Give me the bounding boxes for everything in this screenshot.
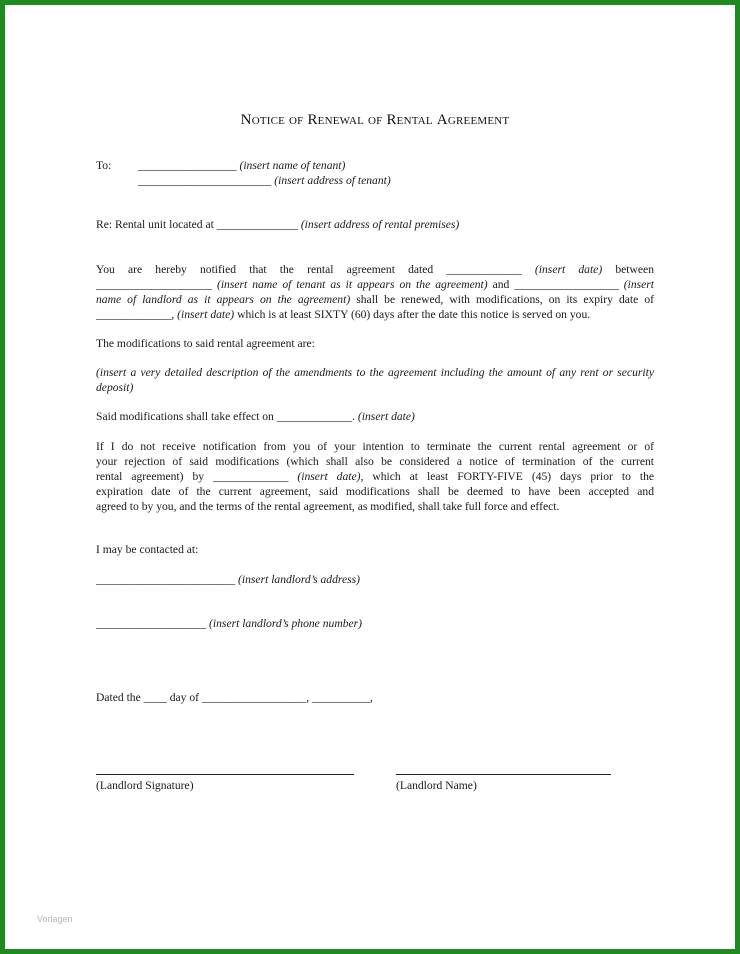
contact-intro: I may be contacted at: xyxy=(96,543,199,556)
document-title: Notice of Renewal of Rental Agreement xyxy=(240,112,510,128)
modifications-intro: The modifications to said rental agreement are: xyxy=(96,337,315,350)
watermark: Vorlagen xyxy=(37,914,73,924)
rental-address-hint: (insert address of rental premises) xyxy=(300,218,460,231)
tenant-address-line xyxy=(138,173,391,188)
dated-line[interactable]: Dated the ____ day of __________________, __________, xyxy=(96,691,373,704)
landlord-signature-line[interactable] xyxy=(96,774,354,775)
tenant-agreement-name-blank[interactable]: ____________________ xyxy=(96,278,212,291)
tenant-address-blank[interactable]: _______________________ xyxy=(138,174,272,187)
tenant-name-hint: (insert name of tenant) xyxy=(239,159,346,172)
landlord-signature-label: (Landlord Signature) xyxy=(96,779,194,792)
notice-line-2: ____________________ (insert name of tenant as it appears on the agreement) and __________________ (insert xyxy=(96,278,655,291)
termination-date-blank[interactable]: _____________ xyxy=(213,470,289,483)
expiry-date-blank[interactable]: _____________, xyxy=(96,308,175,321)
modifications-hint: (insert a very detailed description of the amendments to the agreement including the amount of any rent or security deposit) xyxy=(96,366,654,394)
tenant-address-hint: (insert address of tenant) xyxy=(274,174,391,187)
termination-paragraph: If I do not receive notification from you of your intention to terminate the current rental agreement or of your rejection of said modifications (which shall also be considered a notice of termination of the current rental agreement) by _____________ (insert date), which at least FORTY-FIVE (45) days prior to the expiration date of the current agreement, said modifications shall be deemed to have been accepted and agreed to by you, and the terms of the rental agreement, as modified, shall take full force and effect. xyxy=(96,440,655,513)
tenant-name-blank[interactable]: _________________ xyxy=(138,159,237,172)
notice-line-1: You are hereby notified that the rental agreement dated _____________ (insert date) between xyxy=(96,263,654,276)
to-label: To: xyxy=(96,159,112,172)
termination-line-3: rental agreement) by _____________ (insert date), which at least FORTY-FIVE (45) days prior to the xyxy=(96,470,655,483)
landlord-name-line[interactable] xyxy=(396,774,611,775)
rental-address-blank[interactable]: ______________ xyxy=(216,218,298,231)
effect-line: Said modifications shall take effect on _____________. (insert date) xyxy=(96,410,415,423)
landlord-name-label: (Landlord Name) xyxy=(396,779,477,792)
landlord-phone-line: ___________________ (insert landlord’s phone number) xyxy=(96,617,363,630)
landlord-agreement-name-blank[interactable]: __________________ xyxy=(514,278,619,291)
landlord-address-line: ________________________ (insert landlord’s address) xyxy=(96,573,360,586)
notice-line-4: _____________, (insert date) which is at least SIXTY (60) days after the date this notice is served on you. xyxy=(96,308,591,321)
notice-line-3: name of landlord as it appears on the agreement) shall be renewed, with modifications, on its expiry date of xyxy=(96,293,654,306)
agreement-date-blank[interactable]: _____________ xyxy=(446,263,522,276)
landlord-address-blank[interactable]: ________________________ xyxy=(96,573,236,586)
notice-paragraph xyxy=(96,262,654,322)
landlord-phone-blank[interactable]: ___________________ xyxy=(96,617,207,630)
re-line xyxy=(96,217,459,232)
tenant-name-line xyxy=(138,158,345,173)
re-text: Re: Rental unit located at xyxy=(96,218,214,231)
effect-date-blank[interactable]: _____________. xyxy=(276,410,356,423)
